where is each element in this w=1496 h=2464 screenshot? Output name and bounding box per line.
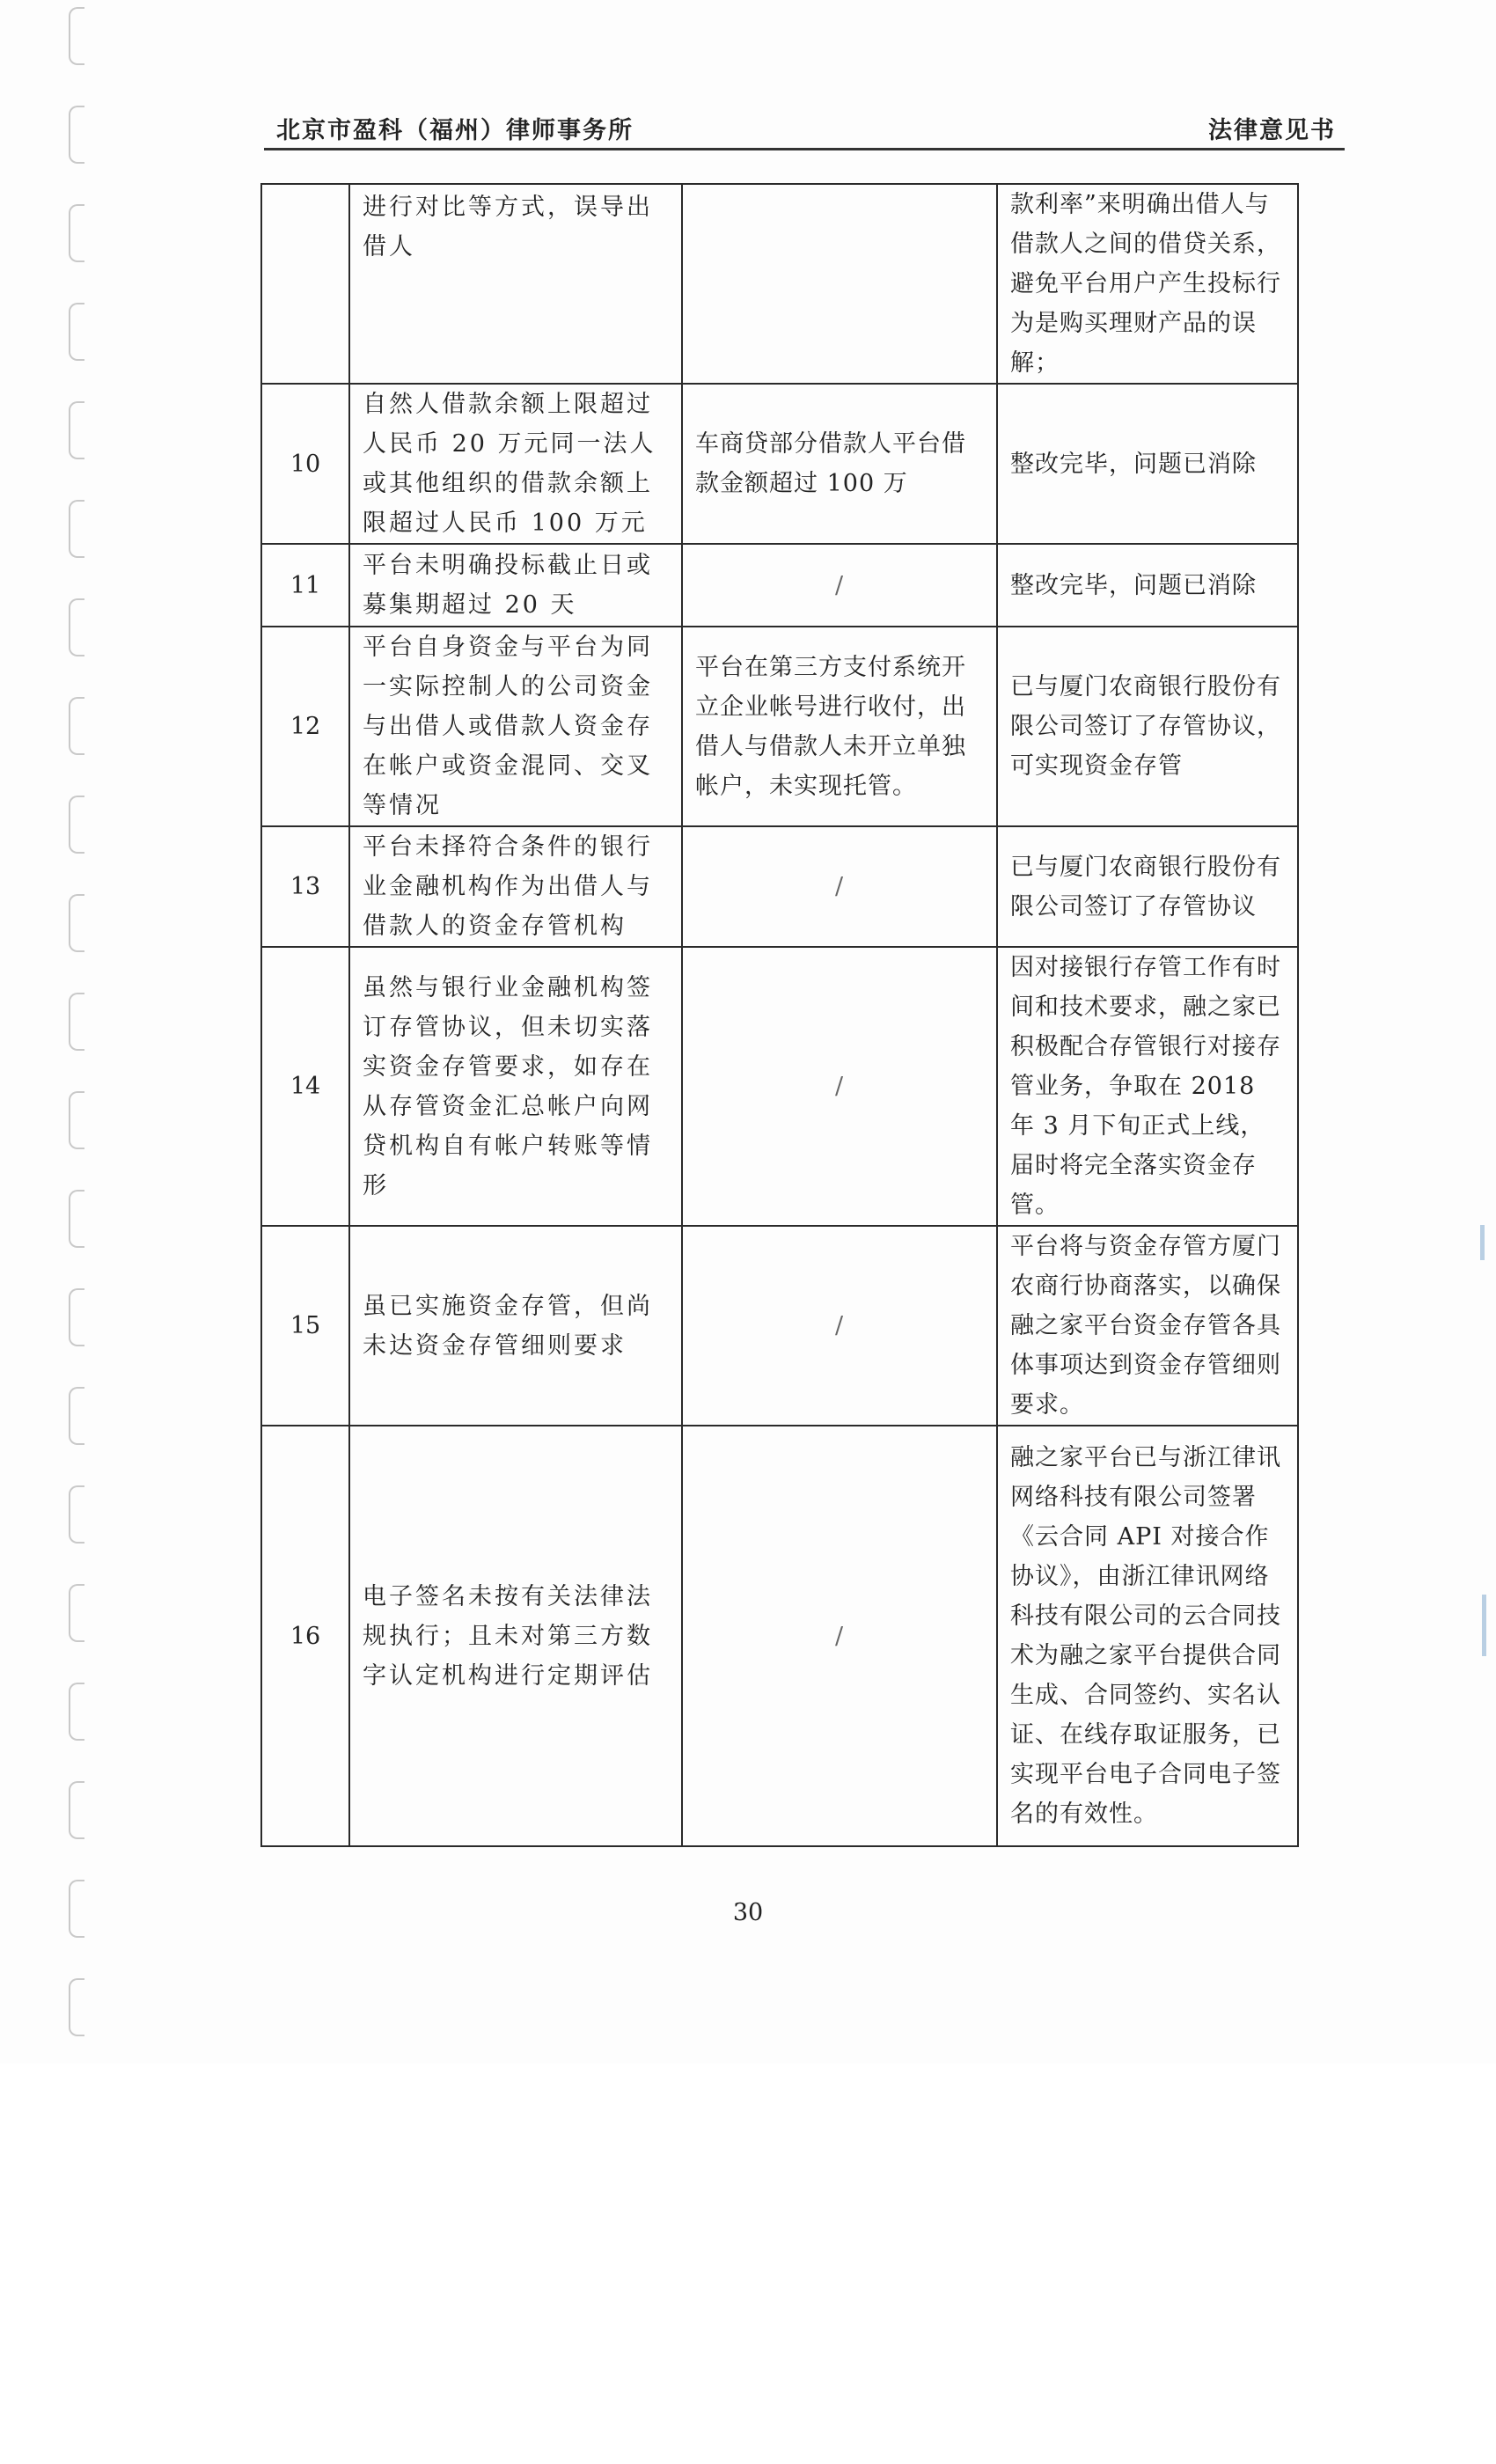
row-number: 10 (261, 384, 349, 544)
issue-description: 虽已实施资金存管，但尚未达资金存管细则要求 (349, 1226, 682, 1426)
row-number: 12 (261, 627, 349, 826)
rectification-status: 款利率”来明确出借人与借款人之间的借贷关系，避免平台用户产生投标行为是购买理财产品的误解； (997, 184, 1298, 384)
page-header (264, 109, 1345, 150)
row-number: 16 (261, 1426, 349, 1846)
issue-description: 平台未择符合条件的银行业金融机构作为出借人与借款人的资金存管机构 (349, 826, 682, 947)
issue-condition: / (682, 544, 997, 627)
row-number: 15 (261, 1226, 349, 1426)
issue-description: 平台未明确投标截止日或募集期超过 20 天 (349, 544, 682, 627)
rectification-table (260, 183, 1299, 1847)
rectification-status: 整改完毕，问题已消除 (997, 544, 1298, 627)
scan-artifact (1480, 1225, 1485, 1260)
rectification-status: 整改完毕，问题已消除 (997, 384, 1298, 544)
issue-condition (682, 184, 997, 384)
row-number: 13 (261, 826, 349, 947)
table-row (261, 1226, 1298, 1426)
page-number: 30 (732, 1899, 764, 1926)
row-number: 14 (261, 947, 349, 1226)
table-row (261, 384, 1298, 544)
issue-condition: / (682, 1426, 997, 1846)
issue-condition: 车商贷部分借款人平台借款金额超过 100 万 (682, 384, 997, 544)
issue-condition: / (682, 826, 997, 947)
scan-artifact (1482, 1595, 1486, 1656)
table-row (261, 826, 1298, 947)
table-row (261, 1426, 1298, 1846)
table-row (261, 947, 1298, 1226)
issue-description: 自然人借款余额上限超过人民币 20 万元同一法人或其他组织的借款余额上限超过人民币 100 万元 (349, 384, 682, 544)
issue-description: 电子签名未按有关法律法规执行；且未对第三方数字认定机构进行定期评估 (349, 1426, 682, 1846)
rectification-status: 融之家平台已与浙江律讯网络科技有限公司签署《云合同 API 对接合作协议》，由浙江律讯网络科技有限公司的云合同技术为融之家平台提供合同生成、合同签约、实名认证、在线存取证服务，已实现平台电子合同电子签名的有效性。 (997, 1426, 1298, 1846)
binding-holes (63, 0, 90, 2064)
issue-condition: 平台在第三方支付系统开立企业帐号进行收付，出借人与借款人未开立单独帐户，未实现托管。 (682, 627, 997, 826)
issue-description: 进行对比等方式，误导出借人 (349, 184, 682, 384)
rectification-status: 平台将与资金存管方厦门农商行协商落实，以确保融之家平台资金存管各具体事项达到资金存管细则要求。 (997, 1226, 1298, 1426)
document-type: 法律意见书 (1208, 117, 1336, 144)
rectification-status: 因对接银行存管工作有时间和技术要求，融之家已积极配合存管银行对接存管业务，争取在 2018 年 3 月下旬正式上线，届时将完全落实资金存管。 (997, 947, 1298, 1226)
issue-condition: / (682, 947, 997, 1226)
row-number (261, 184, 349, 384)
law-firm-name: 北京市盈科（福州）律师事务所 (276, 117, 634, 144)
row-number: 11 (261, 544, 349, 627)
issue-condition: / (682, 1226, 997, 1426)
rectification-status: 已与厦门农商银行股份有限公司签订了存管协议，可实现资金存管 (997, 627, 1298, 826)
rectification-status: 已与厦门农商银行股份有限公司签订了存管协议 (997, 826, 1298, 947)
table-row (261, 184, 1298, 384)
table-row (261, 544, 1298, 627)
issue-description: 平台自身资金与平台为同一实际控制人的公司资金与出借人或借款人资金存在帐户或资金混同、交叉等情况 (349, 627, 682, 826)
issue-description: 虽然与银行业金融机构签订存管协议，但未切实落实资金存管要求，如存在从存管资金汇总帐户向网贷机构自有帐户转账等情形 (349, 947, 682, 1226)
table-row (261, 627, 1298, 826)
